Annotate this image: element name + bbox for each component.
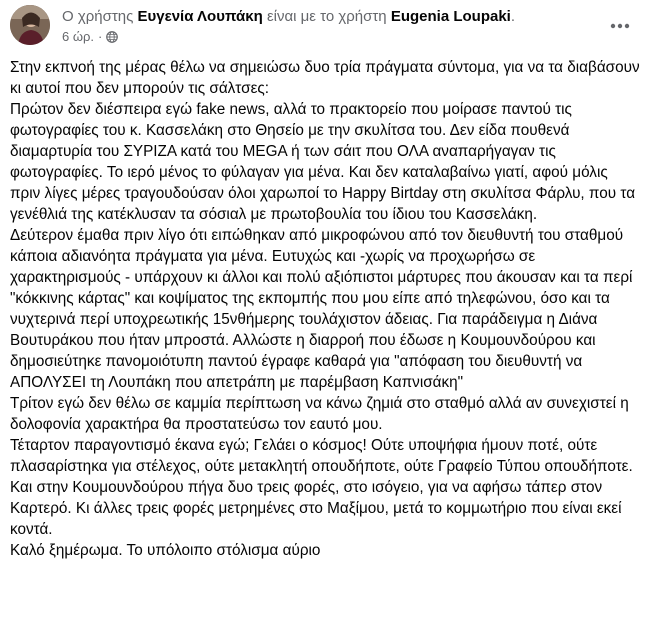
post-paragraph: Δεύτερον έμαθα πριν λίγο ότι ειπώθηκαν από μικροφώνου από τον διευθυντή του σταθμού κάποια αδιανόητα πράγματα για μένα. Ευτυχώς και -χωρίς να προχωρήσω σε χαρακτηρισμούς - υπάρχουν κι άλλοι και πολύ αξιόπιστοι μάρτυρες που άκουσαν και τα περί "κόκκινης κάρτας" και κοψίματος της εκπομπής που μου είπε από τηλεφώνου, όσο και τα νυχτερινά περί υποχρεωτικής 15νθήμερης τουλάχιστον άδειας. Για παράδειγμα η Διάνα Βουτυράκου που ήταν μπροστά. Αλλώστε η διαρροή που έδωσε η Κουμουνδούρου και δημοσιεύτηκε πανομοιότυπη παντού έγραφε καθαρά για "απόφαση του διευθυντή να ΑΠΟΛΥΣΕΙ τη Λουπάκη που απετράπη με παρέμβαση Καπνισάκη" <box>10 227 633 391</box>
post-paragraph: Καλό ξημέρωμα. Το υπόλοιπο στόλισμα αύριο <box>10 542 321 559</box>
globe-icon[interactable] <box>106 31 118 43</box>
post-paragraph: Στην εκπνοή της μέρας θέλω να σημειώσω δυο τρία πράγματα σύντομα, για να τα διαβάσουν κι αυτοί που δεν μπορούν τις σάλτσες: <box>10 59 640 97</box>
post-meta <box>62 28 582 46</box>
meta-separator: · <box>98 29 103 44</box>
more-horizontal-icon <box>610 16 630 34</box>
header-end-punct: . <box>510 8 515 25</box>
user-prefix: Ο χρήστης <box>62 8 134 25</box>
post-paragraph: Τέταρτον παραγοντισμό έκανα εγώ; Γελάει ο κόσμος! Ούτε υποψήφια ήμουν ποτέ, ούτε πλασαρίστηκα για στέλεχος, ούτε μετακλητή οπουδήποτε, ούτε Γραφείο Τύπου οπουδήποτε. Και στην Κουμουνδούρου πήγα δυο τρεις φορές, στο ισόγειο, για να αφήσω τάπερ στον Καρτερό. Κι άλλες τρεις φορές μετρημένες στο Μαξίμου, μετά το κομμωτήριο που είναι εκεί κοντά. <box>10 437 633 538</box>
post-header <box>10 5 640 49</box>
more-options-button[interactable] <box>606 11 634 39</box>
post-body <box>10 57 642 561</box>
author-avatar[interactable] <box>10 5 50 45</box>
tagged-user-link[interactable]: Eugenia Loupaki <box>390 8 511 25</box>
author-name-link[interactable]: Ευγενία Λουπάκη <box>137 8 263 25</box>
post-author-line <box>62 7 582 27</box>
post-header-text <box>62 7 582 46</box>
with-text: είναι με το χρήστη <box>266 8 387 25</box>
post-paragraph: Πρώτον δεν διέσπειρα εγώ fake news, αλλά το πρακτορείο που μοίρασε παντού τις φωτογραφίες του κ. Κασσελάκη στο Θησείο με την σκυλίτσα του. Δεν είδα πουθενά διαμαρτυρία του ΣΥΡΙΖΑ κατά του MEGA ή των σάιτ που ΟΛΑ αναπαρήγαγαν τις φωτογραφίες. Το ιερό μένος το φύλαγαν για μένα. Και δεν καταλαβαίνω γιατί, αφού μόλις πριν λίγες μέρες τραγουδούσαν όλοι χαρωποί το Happy Birtday στη σκυλίτσα Φάρλυ, που τα γενέθλιά της κατέκλυσαν τα σόσιαλ με πρωτοβουλία του ίδιου του Κασσελάκη. <box>10 101 636 223</box>
post-paragraph: Τρίτον εγώ δεν θέλω σε καμμία περίπτωση να κάνω ζημιά στο σταθμό αλλά αν συνεχιστεί η δολοφονία χαρακτήρα θα προστατεύσω τον εαυτό μου. <box>10 395 629 433</box>
post-timestamp[interactable]: 6 ώρ. <box>62 29 94 44</box>
